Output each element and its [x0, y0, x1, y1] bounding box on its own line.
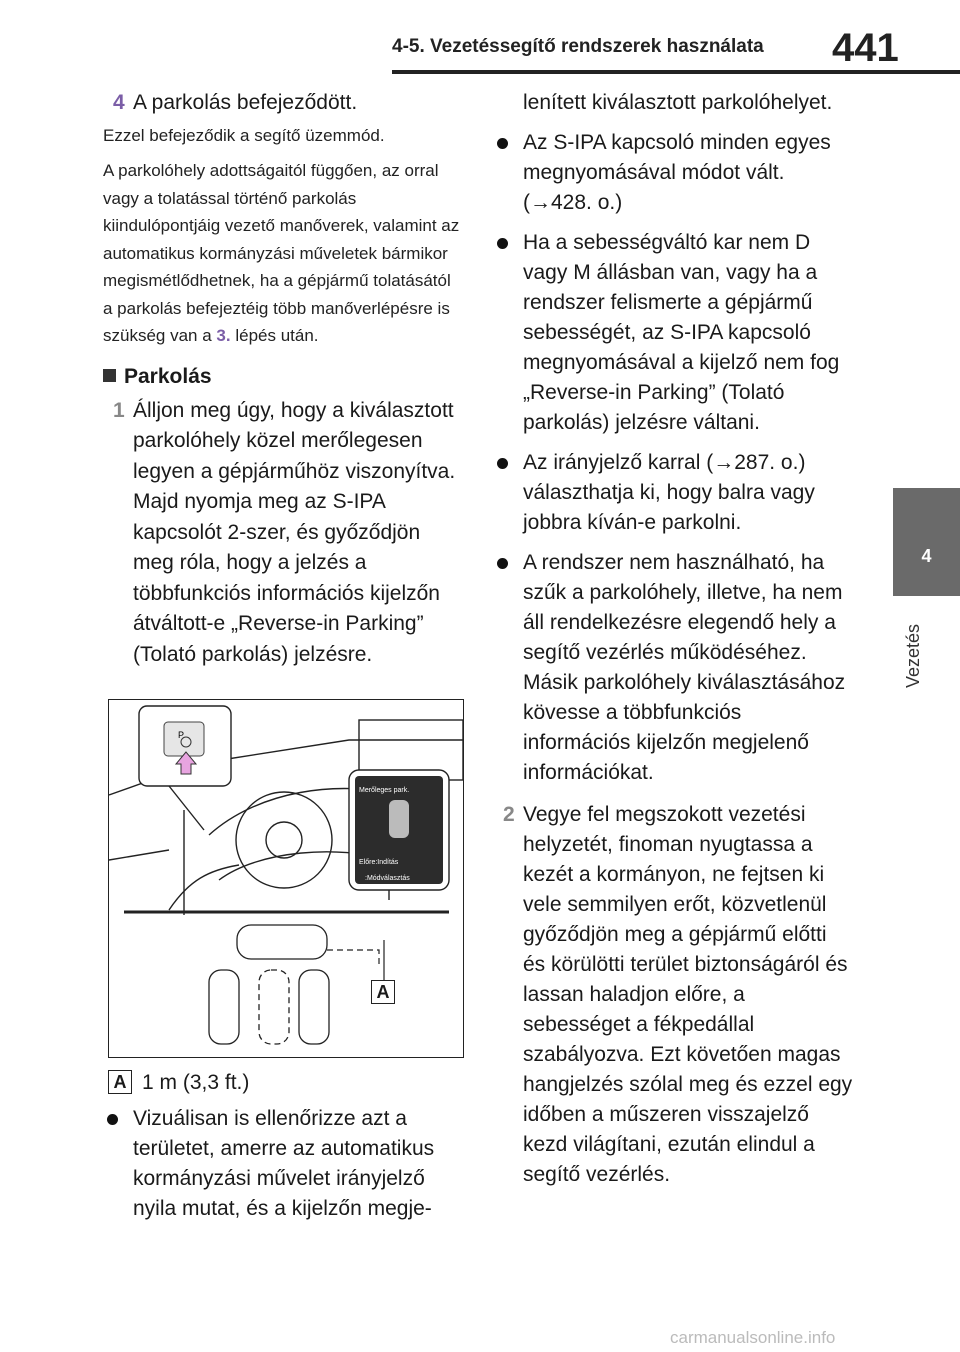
chapter-label [895, 606, 935, 686]
bullet-dot-icon [497, 138, 508, 149]
section-heading [103, 362, 463, 392]
bullet-item [493, 228, 853, 438]
figure-label-a: A [371, 980, 395, 1004]
chapter-tab[interactable] [893, 488, 960, 596]
watermark: carmanualsonline.info [670, 1328, 836, 1347]
bullet-dot-icon [497, 238, 508, 249]
bullet-text: Az irányjelző karral (→287. o.) választhatja ki, hogy balra vagy jobbra kíván-e parkolni. [523, 451, 815, 534]
bullet-dot-icon [497, 558, 508, 569]
page-header [0, 0, 960, 80]
chapter-number: 4 [921, 546, 932, 566]
bullet-dot-icon [497, 458, 508, 469]
right-column [493, 88, 853, 1190]
screen-title: Merőleges park. [359, 787, 410, 794]
figure-caption [108, 1068, 468, 1098]
caption-text: 1 m (3,3 ft.) [142, 1071, 250, 1094]
bullet-text: Az S-IPA kapcsoló minden egyes megnyomásával módot vált. (→428. o.) [523, 131, 831, 214]
step-text: Vegye fel megszokott vezetési helyzetét, finoman nyugtassa a kezét a kormányon, ne fejtsen ki vele semmilyen erőt, közvetlenül győződjön meg a gépjármű előtti és körülötti terület biztonságáról és lassan haladjon előre, a sebességet a fékpedállal szabályozva. Ezt követően magas hangjelzés szólal meg és ezzel egy időben a műszeren visszajelző kezd világítani, ezután elindul a segítő vezérlés. [523, 803, 853, 1186]
step-number: 4 [113, 91, 125, 114]
step-4 [103, 88, 463, 118]
bullet-item [103, 1104, 463, 1224]
paragraph [103, 157, 463, 350]
section-title: 4-5. Vezetéssegítő rendszerek használata [392, 36, 764, 57]
step-number: 1 [113, 398, 125, 422]
left-column [103, 88, 463, 670]
step-text: Álljon meg úgy, hogy a kiválasztott parkolóhely közel merőlegesen legyen a gépjárműhöz viszonyítva. Majd nyomja meg az S-IPA kapcsolót 2-szer, és győződjön meg róla, hogy a jelzés a többfunkciós információs kijelzőn átváltott-e „Reverse-in Parking” (Tolató parkolás) jelzésre. [133, 398, 456, 666]
paragraph: Ezzel befejeződik a segítő üzemmód. [103, 126, 385, 145]
heading-text: Parkolás [124, 364, 212, 388]
step-text: A parkolás befejeződött. [133, 91, 358, 114]
bullet-text: Vizuálisan is ellenőrizze azt a területet, amerre az automatikus kormányzási művelet irányjelző nyila mutat, és a kijelzőn megje- [133, 1107, 435, 1220]
caption-label-a: A [108, 1070, 132, 1094]
dashboard-diagram [109, 700, 463, 1057]
bullet-item [493, 128, 853, 218]
continued-text: lenített kiválasztott parkolóhelyet. [523, 91, 833, 114]
square-bullet-icon [103, 369, 116, 382]
step-number: 2 [503, 803, 515, 826]
step-2 [493, 800, 853, 1190]
bullet-text: A rendszer nem használható, ha szűk a parkolóhely, illetve, ha nem áll rendelkezésre elegendő hely a segítő vezérlés működéséhez. Másik parkolóhely kiválasztásához kövesse a többfunkciós információs kijelzőn megjelenő információkat. [523, 551, 846, 784]
step-1 [103, 396, 463, 671]
bullet-text: Ha a sebességváltó kar nem D vagy M állásban van, vagy ha a rendszer felismerte a gépjármű sebességét, az S-IPA kapcsoló megnyomásával a kijelző nem fog „Reverse-in Parking” (Tolató parkolás) jelzésre váltani. [523, 231, 840, 434]
switch-letter: P [178, 730, 185, 740]
chapter-label-text: Vezetés [903, 623, 923, 688]
step-reference[interactable]: 3. [216, 326, 231, 345]
header-rule [392, 70, 960, 74]
page-number: 441 [832, 26, 899, 70]
parking-illustration [108, 699, 464, 1058]
bullet-dot-icon [107, 1114, 118, 1125]
screen-row: :Módválasztás [365, 875, 410, 882]
paragraph-text: lépés után. [235, 326, 319, 345]
bullet-item [493, 448, 853, 538]
paragraph-text: A parkolóhely adottságaitól függően, az orral vagy a tolatással történő parkolás kiindulópontjáig vezető manőverek, valamint az automatikus kormányzási műveletek bármikor megismétlődhetnek, ha a gépjármű tolatásától a parkolás befejeztéig több manőverlépésre is szükség van a [103, 161, 460, 345]
screen-row: Előre:Indítás [359, 859, 399, 866]
bullet-item [493, 548, 853, 788]
left-bullets [103, 1104, 463, 1224]
